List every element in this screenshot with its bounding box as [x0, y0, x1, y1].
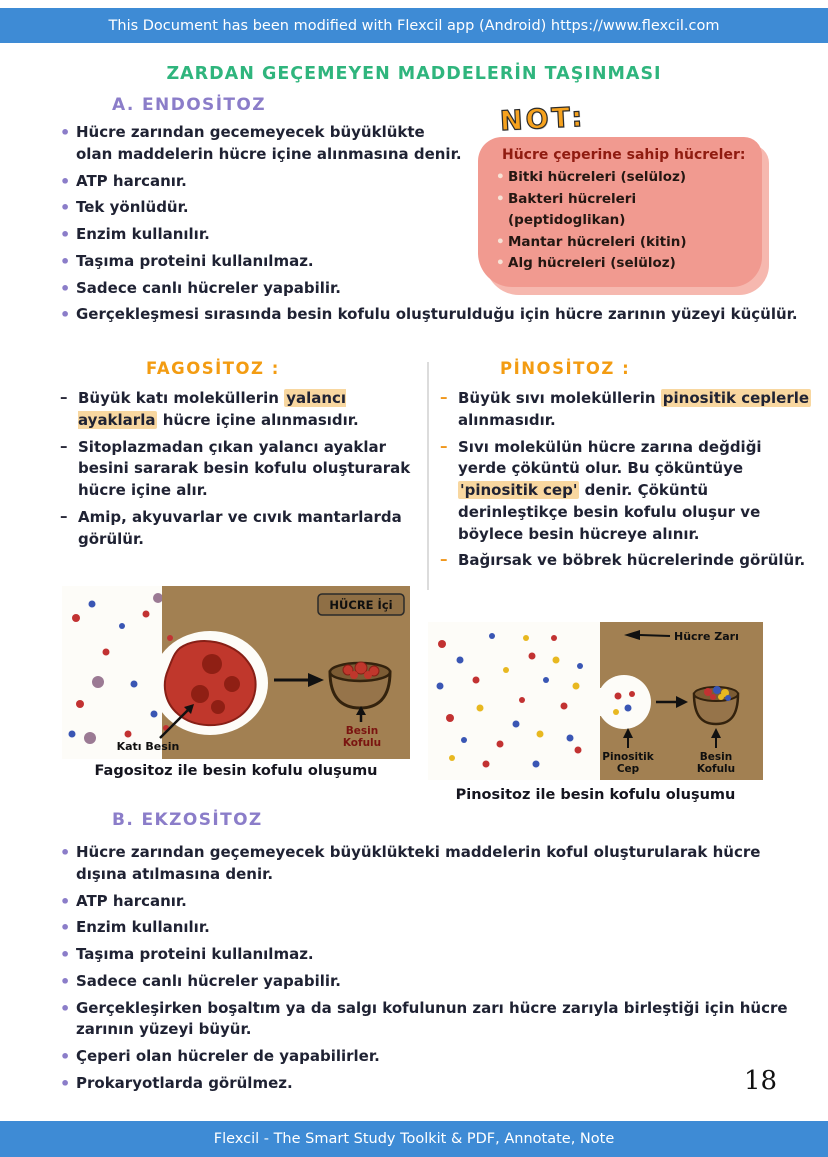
flexcil-top-banner-text: This Document has been modified with Flexcil app (Android) https://www.flexcil.com	[108, 17, 720, 34]
list-item: – Büyük katı moleküllerin yalancı ayaklarla hücre içine alınmasıdır.	[60, 388, 412, 432]
pinositoz-caption: Pinositoz ile besin kofulu oluşumu	[455, 787, 736, 803]
ekzositoz-heading: B. EKZOSİTOZ	[112, 810, 263, 830]
fagositoz-diagram	[62, 586, 410, 759]
food-vacuole-bowl	[330, 662, 390, 708]
list-item: – Büyük sıvı moleküllerin pinositik ceplerle alınmasıdır.	[440, 388, 812, 432]
note-item: • Mantar hücreleri (kitin)	[494, 232, 750, 254]
list-item: • Hücre zarından geçemeyecek büyüklükteki maddelerin koful oluşturularak hücre dışına atılmasına denir.	[58, 842, 806, 886]
list-item: – Sıvı molekülün hücre zarına değdiği yerde çöküntü olur. Bu çöküntüye 'pinositik cep' denir. Çöküntü derinleştikçe besin kofulu oluşur ve böylece besin hücreye alınır.	[440, 437, 812, 546]
list-item: – Amip, akyuvarlar ve cıvık mantarlarda görülür.	[60, 507, 412, 551]
flexcil-top-banner	[0, 8, 828, 43]
list-item: • Gerçekleşmesi sırasında besin kofulu oluşturulduğu için hücre zarının yüzeyi küçülür.	[58, 304, 803, 326]
pocket-label-line2: Cep	[616, 763, 640, 775]
cell-inside-label: HÜCRE İçi	[329, 598, 393, 612]
list-item: • Gerçekleşirken boşaltım ya da salgı kofulunun zarı hücre zarıyla birleştiği için hücre zarının yüzeyi büyür.	[58, 998, 806, 1042]
pinositoz-diagram	[428, 622, 763, 780]
note-item: • Bitki hücreleri (selüloz)	[494, 167, 750, 189]
column-divider	[427, 362, 429, 590]
note-item: • Alg hücreleri (selüloz)	[494, 253, 750, 275]
pocket-label-line1: Pinositik	[602, 751, 654, 763]
list-item: • Taşıma proteini kullanılmaz.	[58, 944, 806, 966]
list-item: • ATP harcanır.	[58, 891, 806, 913]
list-item: – Bağırsak ve böbrek hücrelerinde görülür.	[440, 550, 812, 572]
list-item: • Taşıma proteini kullanılmaz.	[58, 251, 803, 273]
vacuole-label-line1: Besin	[345, 725, 379, 737]
page-title: ZARDAN GEÇEMEYEN MADDELERİN TAŞINMASI	[166, 64, 662, 84]
fagositoz-caption: Fagositoz ile besin kofulu oluşumu	[94, 763, 378, 779]
membrane-label: Hücre Zarı	[674, 630, 739, 643]
solid-food-label: Katı Besin	[116, 740, 180, 753]
food-vacuole-bowl	[694, 686, 738, 724]
fagositoz-list	[60, 388, 412, 555]
fagositoz-heading: FAGOSİTOZ :	[146, 359, 280, 378]
list-item: • Hücre zarından gecemeyecek büyüklükte olan maddelerin hücre içine alınmasına denir.	[58, 122, 466, 166]
endositoz-heading: A. ENDOSİTOZ	[112, 95, 266, 115]
list-item: • Sadece canlı hücreler yapabilir.	[58, 278, 803, 300]
vacuole-label-line2: Kofulu	[342, 737, 382, 749]
flexcil-bottom-banner-text: Flexcil - The Smart Study Toolkit & PDF, Annotate, Note	[213, 1131, 615, 1147]
vacuole-label-line2: Kofulu	[696, 763, 736, 775]
vacuole-label-line1: Besin	[699, 751, 733, 763]
list-item: • Prokaryotlarda görülmez.	[58, 1073, 806, 1095]
list-item: – Sitoplazmadan çıkan yalancı ayaklar besini sararak besin kofulu oluşturarak hücre içine alır.	[60, 437, 412, 502]
pinositoz-heading: PİNOSİTOZ :	[500, 359, 631, 378]
ekzositoz-list	[58, 842, 806, 1100]
flexcil-bottom-banner	[0, 1121, 828, 1157]
page-number: 18	[744, 1066, 778, 1096]
list-item: • Tek yönlüdür.	[58, 197, 803, 219]
pinositoz-list	[440, 388, 812, 577]
note-label: NOT:	[499, 101, 587, 138]
list-item: • Çeperi olan hücreler de yapabilirler.	[58, 1046, 806, 1068]
list-item: • Enzim kullanılır.	[58, 224, 803, 246]
list-item: • Sadece canlı hücreler yapabilir.	[58, 971, 806, 993]
note-item: • Bakteri hücreleri (peptidoglikan)	[494, 189, 750, 232]
note-box	[478, 101, 762, 287]
note-blob	[478, 137, 762, 287]
list-item: • ATP harcanır.	[58, 171, 803, 193]
note-heading: Hücre çeperine sahip hücreler:	[502, 147, 746, 163]
note-list	[494, 167, 750, 275]
list-item: • Enzim kullanılır.	[58, 917, 806, 939]
